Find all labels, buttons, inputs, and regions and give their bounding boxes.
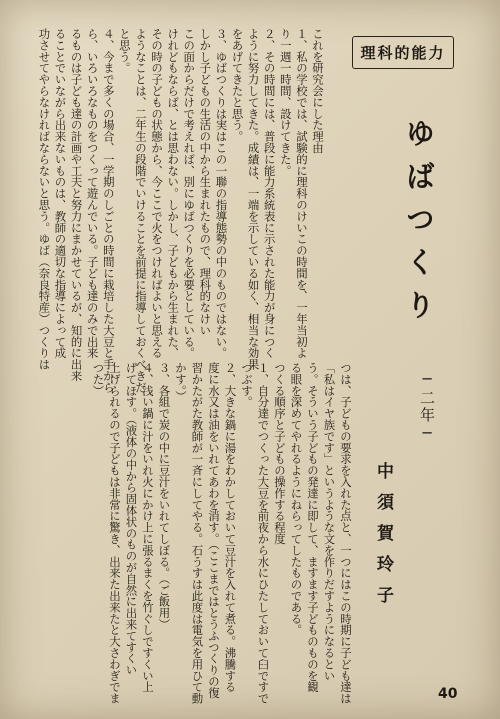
section-label: 理科的能力 [352,36,454,69]
article-grade: ─二年─ [418,370,436,444]
page-number: 40 [438,686,458,702]
body-text-lower: つは、子どもの要求を入れた点と、一つにはこの時期に子ども達は 「私はイヤ族です」というような文を作りだすようになるとい う。そういう子どもの発達に即して、ますます子どものものを観 る眼を深めてやれるようにねらってしたものである。 つくる順序と子どもの操作する程度 １、自分達でつくった大豆を前夜から水にひたしておいて臼ですで つぶす。 ２、大きな鍋に湯をわかしておいて豆汁を入れて煮る。沸騰する 度に水又は油をいれてあわを消す。（ここまではとうふつくりの復 習かたがた教師が一斉にしてやる。石うすは此度は電気を用ひて動 かす。） ３、各組で炭の中に豆汁をいれてしぼる。（ご飯用） ４、浅い鍋に汁をいれ火にかけ上に張るまくを竹ぐしですくい上 げてほす。（液体の中から固体状のものが自然に出来てすくい 上げられるので子どもは非常に驚き、出来た出来たと大さわぎでま つた） [91,362,353,704]
article-author: 中須賀玲子 [373,462,393,617]
body-text-upper: これを研究会にした理由 １、私の学校では、試験的に理科のけいこの時間を、一年当初よ り一週一時間、設けてきた。 ２、その時間には、普段に能力系統表に示された能力が身につく ように努力してきた。成績は、一端を示している如く、相当な効果 をあげてきたと思う。 ３、ゆばつくりは実はこの一聯の指導態勢の中のものではない。 しかし子どもの生活の中から生まれたもので、理科的なけい この面からだけで考えれば、別にゆばつくりを必要としている。 けれどもならば、とは思わない。しかし、子どもから生まれた、 その時の子どもの状態から、今ここで火をつければよいと思える ようなことは、二年生の段階でいけることを前提に指導しておくべきだ と思う。 ４、今まで多くの場合、一学期のしごとの時間に栽培した大豆と手から ら、いろいろなものをつくって遊んでいる。子ども達のみで出来 るものは子ども達の計画や工夫と努力にまかせているが、知的に出来 ることでいながら出来ないものは、教師の適切な指導によって成 功させてやらなければならないと思う。ゆば（奈良特産）つくりは [37,28,325,393]
column-divider [20,352,340,353]
article-title: ゆばつくり [402,118,436,333]
